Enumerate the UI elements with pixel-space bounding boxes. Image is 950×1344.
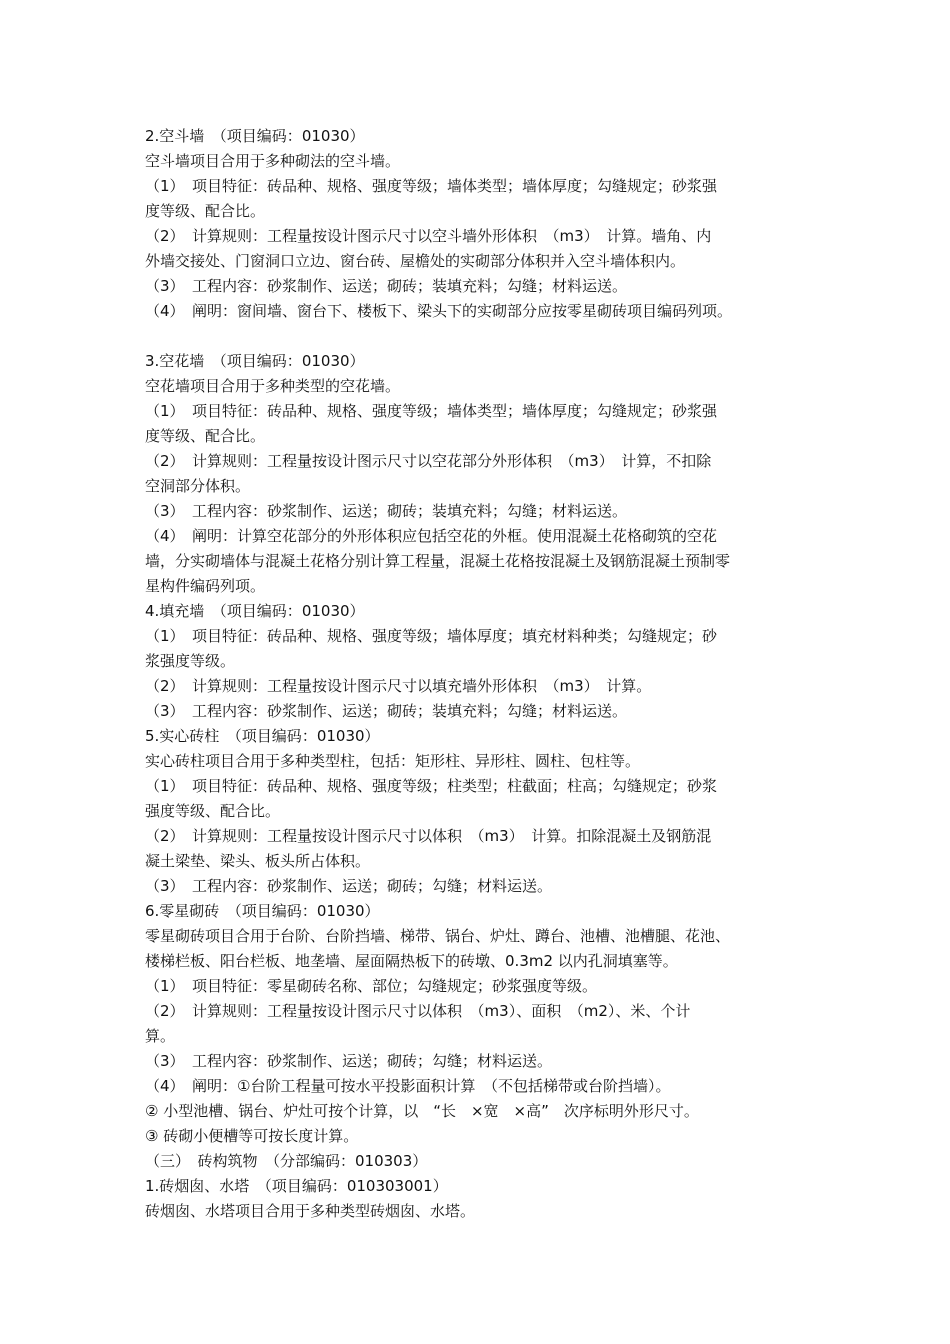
text-line: （4） 阐明：①台阶工程量可按水平投影面积计算 （不包括梯带或台阶挡墙）。: [145, 1077, 671, 1095]
text-line: （1） 项目特征：砖品种、规格、强度等级；墙体厚度；填充材料种类；勾缝规定；砂: [145, 627, 718, 645]
text-line: 6.零星砌砖 （项目编码：01030）: [145, 902, 380, 920]
text-line: 实心砖柱项目合用于多种类型柱，包括：矩形柱、异形柱、圆柱、包柱等。: [145, 752, 641, 770]
text-line: （3） 工程内容：砂浆制作、运送；砌砖；勾缝；材料运送。: [145, 877, 553, 895]
text-line: 星构件编码列项。: [145, 577, 266, 595]
text-line: 外墙交接处、门窗洞口立边、窗台砖、屋檐处的实砌部分体积并入空斗墙体积内。: [145, 252, 686, 270]
text-line: 3.空花墙 （项目编码：01030）: [145, 352, 365, 370]
text-line: 度等级、配合比。: [145, 202, 266, 220]
text-line: 零星砌砖项目合用于台阶、台阶挡墙、梯带、锅台、炉灶、蹲台、池槽、池槽腿、花池、: [145, 927, 731, 945]
document-body: [145, 124, 825, 1224]
text-line: 空花墙项目合用于多种类型的空花墙。: [145, 377, 401, 395]
text-line: 砖烟囱、水塔项目合用于多种类型砖烟囱、水塔。: [145, 1202, 476, 1220]
text-line: 1.砖烟囱、水塔 （项目编码：010303001）: [145, 1177, 448, 1195]
text-line: 墙，分实砌墙体与混凝土花格分别计算工程量，混凝土花格按混凝土及钢筋混凝土预制零: [145, 552, 731, 570]
text-line: （4） 阐明：计算空花部分的外形体积应包括空花的外框。使用混凝土花格砌筑的空花: [145, 527, 718, 545]
text-line: （1） 项目特征：砖品种、规格、强度等级；墙体类型；墙体厚度；勾缝规定；砂浆强: [145, 177, 718, 195]
text-line: 空洞部分体积。: [145, 477, 251, 495]
text-line: 凝土梁垫、梁头、板头所占体积。: [145, 852, 371, 870]
blank-line: [145, 324, 825, 349]
text-line: （3） 工程内容：砂浆制作、运送；砌砖；装填充料；勾缝；材料运送。: [145, 502, 628, 520]
text-line: （3） 工程内容：砂浆制作、运送；砌砖；装填充料；勾缝；材料运送。: [145, 277, 628, 295]
text-line: （三） 砖构筑物 （分部编码：010303）: [145, 1152, 428, 1170]
text-line: （3） 工程内容：砂浆制作、运送；砌砖；勾缝；材料运送。: [145, 1052, 553, 1070]
text-line: （1） 项目特征：砖品种、规格、强度等级；墙体类型；墙体厚度；勾缝规定；砂浆强: [145, 402, 718, 420]
text-line: （3） 工程内容：砂浆制作、运送；砌砖；装填充料；勾缝；材料运送。: [145, 702, 628, 720]
text-line: 2.空斗墙 （项目编码：01030）: [145, 127, 365, 145]
text-line: 浆强度等级。: [145, 652, 236, 670]
text-line: （2） 计算规则：工程量按设计图示尺寸以填充墙外形体积 （m3） 计算。: [145, 677, 652, 695]
text-line: （1） 项目特征：零星砌砖名称、部位；勾缝规定；砂浆强度等级。: [145, 977, 598, 995]
text-line: （1） 项目特征：砖品种、规格、强度等级；柱类型；柱截面；柱高；勾缝规定；砂浆: [145, 777, 718, 795]
text-line: （2） 计算规则：工程量按设计图示尺寸以空斗墙外形体积 （m3） 计算。墙角、内: [145, 227, 712, 245]
text-line: （2） 计算规则：工程量按设计图示尺寸以体积 （m3）、面积 （m2）、米、个计: [145, 1002, 691, 1020]
text-line: （2） 计算规则：工程量按设计图示尺寸以体积 （m3） 计算。扣除混凝土及钢筋混: [145, 827, 712, 845]
text-line: ③ 砖砌小便槽等可按长度计算。: [145, 1127, 359, 1145]
text-line: 空斗墙项目合用于多种砌法的空斗墙。: [145, 152, 401, 170]
text-line: 算。: [145, 1027, 176, 1045]
text-line: 度等级、配合比。: [145, 427, 266, 445]
text-line: （2） 计算规则：工程量按设计图示尺寸以空花部分外形体积 （m3） 计算，不扣除: [145, 452, 712, 470]
text-line: 强度等级、配合比。: [145, 802, 281, 820]
text-line: （4） 阐明：窗间墙、窗台下、楼板下、梁头下的实砌部分应按零星砌砖项目编码列项。: [145, 302, 733, 320]
text-line: 5.实心砖柱 （项目编码：01030）: [145, 727, 380, 745]
text-line: ② 小型池槽、锅台、炉灶可按个计算，以 “长 ×宽 ×高” 次序标明外形尺寸。: [145, 1102, 699, 1120]
text-line: 楼梯栏板、阳台栏板、地垄墙、屋面隔热板下的砖墩、0.3m2 以内孔洞填塞等。: [145, 952, 678, 970]
text-line: 4.填充墙 （项目编码：01030）: [145, 602, 365, 620]
